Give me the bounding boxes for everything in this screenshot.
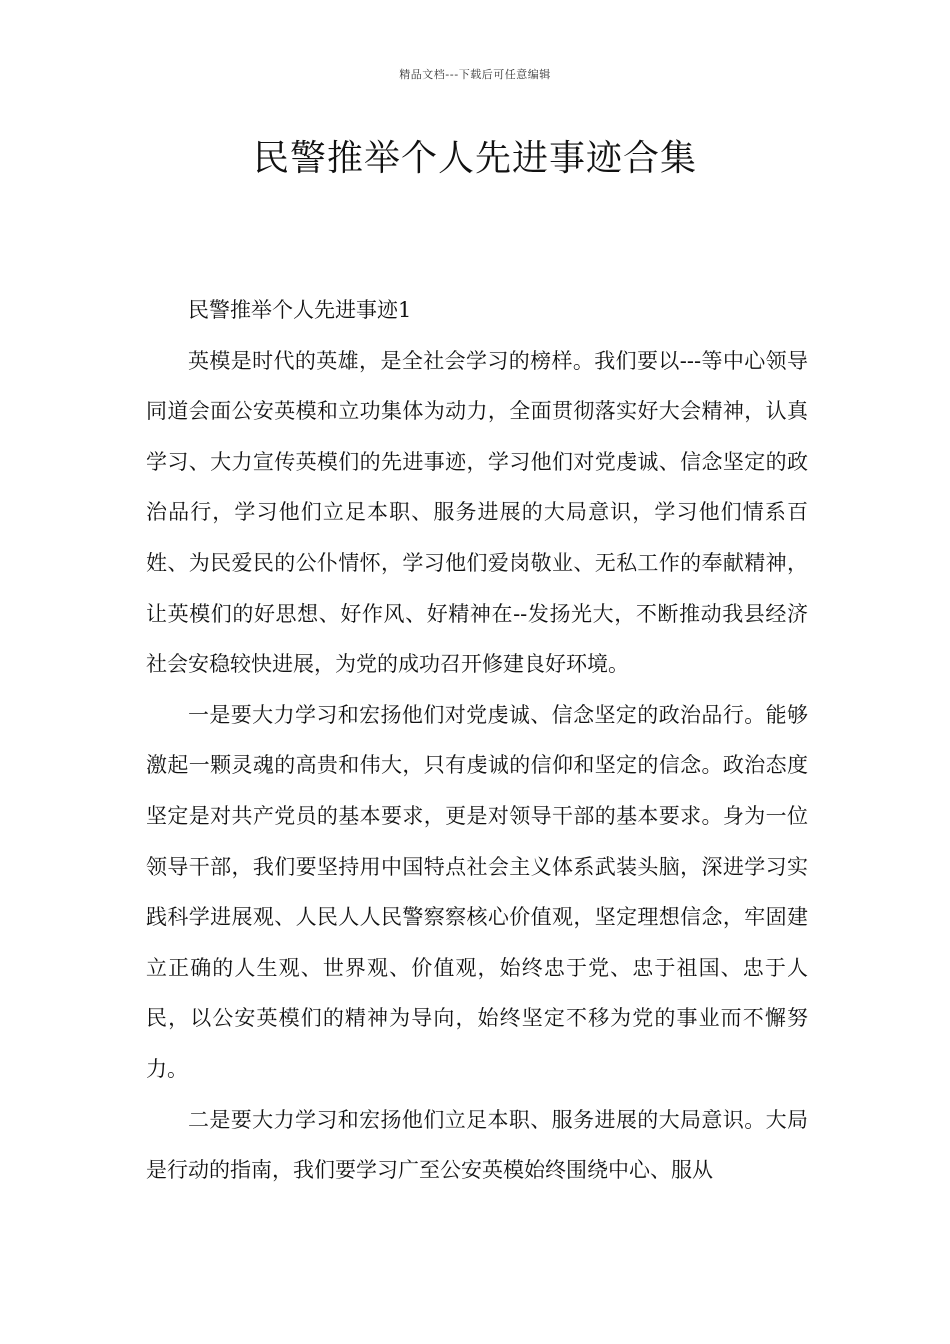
- section-heading: 民警推举个人先进事迹1: [188, 298, 412, 322]
- paragraph-2: 一是要大力学习和宏扬他们对党虔诚、信念坚定的政治品行。能够激起一颗灵魂的高贵和伟大，只有虔诚的信仰和坚定的信念。政治态度坚定是对共产党员的基本要求，更是对领导干部的基本要求。身为一位领导干部，我们要坚持用中国特点社会主义体系武装头脑，深进学习实践科学进展观、人民人人民警察察核心价值观，坚定理想信念，牢固建立正确的人生观、世界观、价值观，始终忠于党、忠于祖国、忠于人民，以公安英模们的精神为导向，始终坚定不移为党的事业而不懈努力。: [146, 702, 808, 1081]
- paragraph-1: 英模是时代的英雄，是全社会学习的榜样。我们要以---等中心领导同道会面公安英模和立功集体为动力，全面贯彻落实好大会精神，认真学习、大力宣传英模们的先进事迹，学习他们对党虔诚、信念坚定的政治品行，学习他们立足本职、服务进展的大局意识，学习他们情系百姓、为民爱民的公仆情怀，学习他们爱岗敬业、无私工作的奉献精神，让英模们的好思想、好作风、好精神在--发扬光大，不断推动我县经济社会安稳较快进展，为党的成功召开修建良好环境。: [146, 348, 808, 677]
- document-title: 民警推举个人先进事迹合集: [252, 138, 697, 179]
- document-body: [146, 285, 808, 1196]
- header-note: 精品文档---下载后可任意编辑: [399, 68, 551, 81]
- paragraph-3: 二是要大力学习和宏扬他们立足本职、服务进展的大局意识。大局是行动的指南，我们要学习广至公安英模始终围绕中心、服从: [146, 1107, 808, 1183]
